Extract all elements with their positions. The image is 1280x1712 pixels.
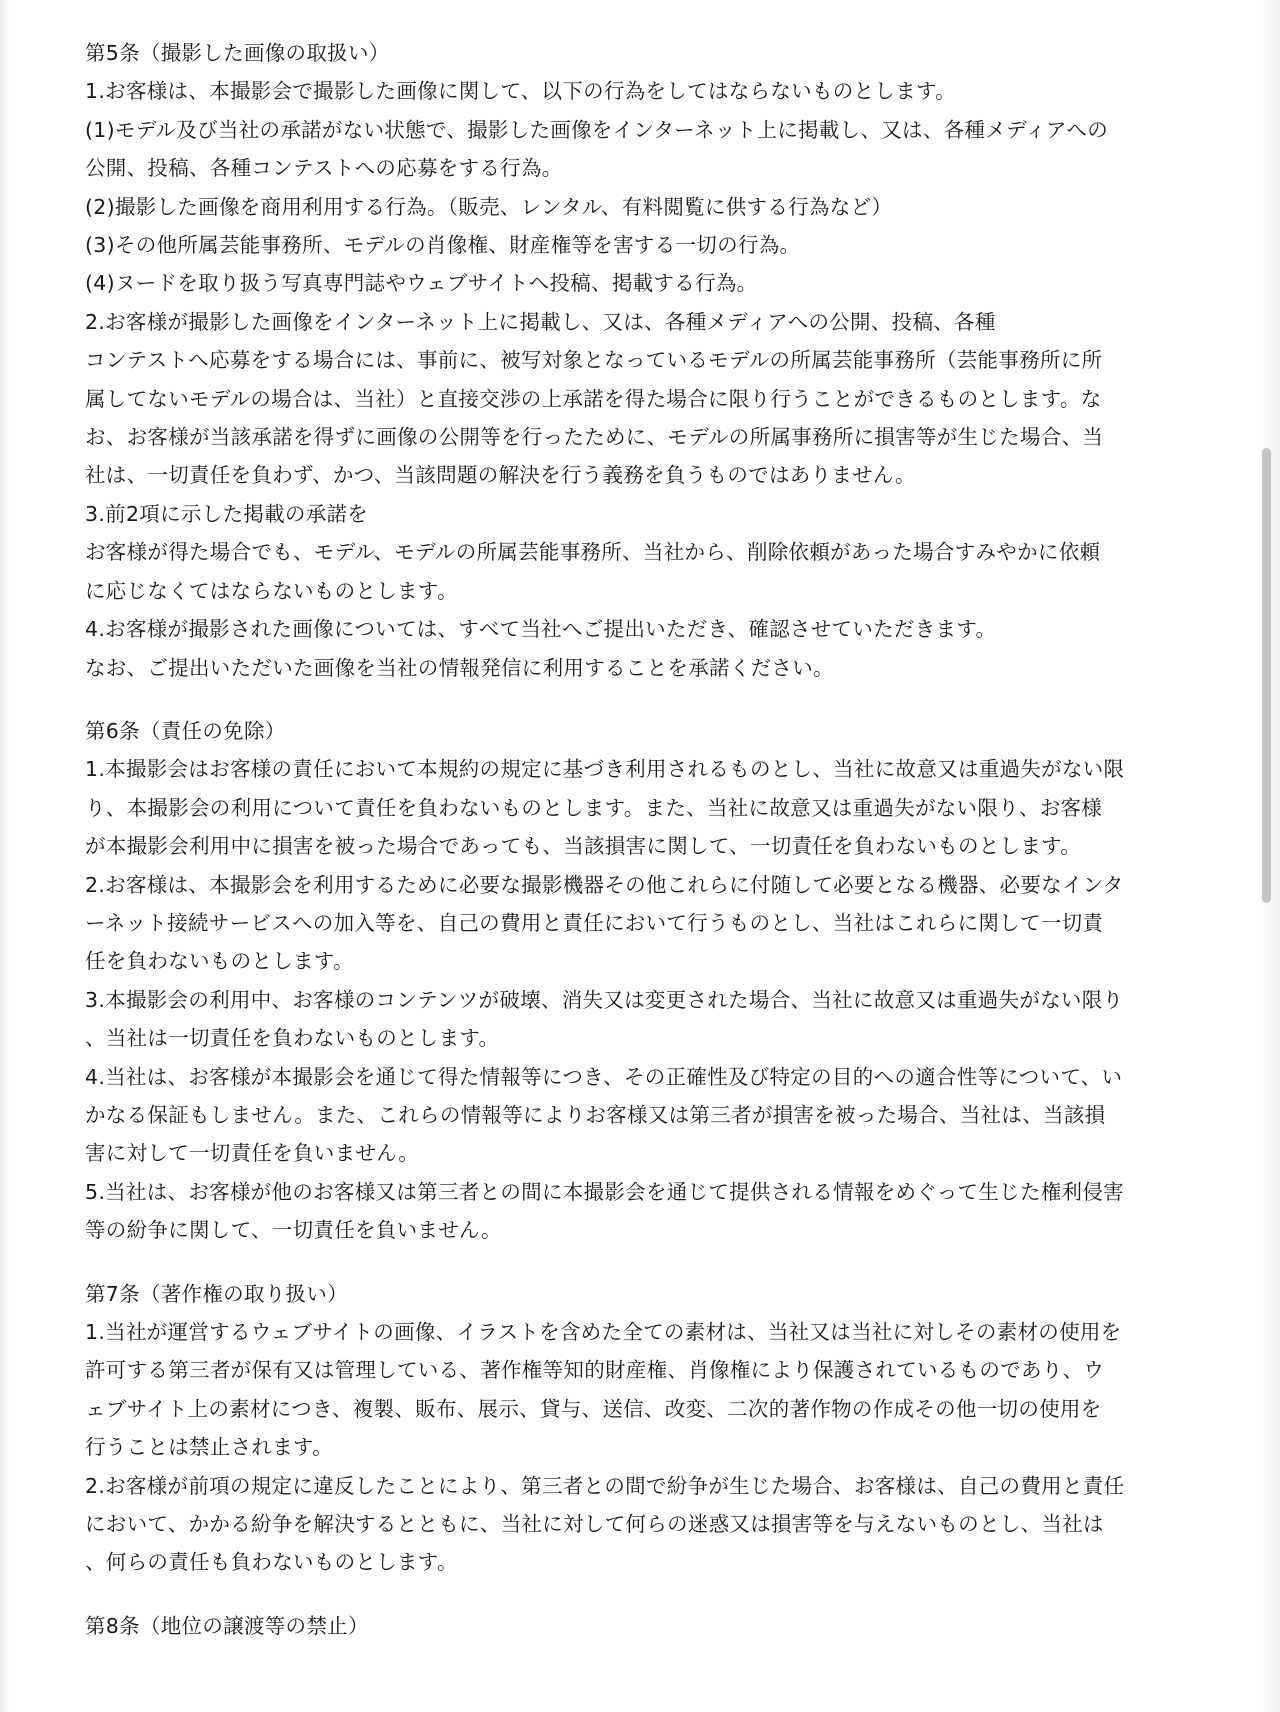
terms-document bbox=[85, 34, 1220, 1645]
article-line: 5.当社は、お客様が他のお客様又は第三者との間に本撮影会を通じて提供される情報をめぐって生じた権利侵害 bbox=[85, 1179, 1124, 1204]
article-line: 、何らの責任も負わないものとします。 bbox=[85, 1550, 458, 1575]
article-heading: 第8条（地位の譲渡等の禁止） bbox=[85, 1613, 369, 1638]
article-line: において、かかる紛争を解決するとともに、当社に対して何らの迷惑又は損害等を与えないものとし、当社は bbox=[85, 1512, 1104, 1537]
article-line: なお、ご提出いただいた画像を当社の情報発信に利用することを承諾ください。 bbox=[85, 655, 834, 680]
article-line: お、お客様が当該承諾を得ずに画像の公開等を行ったために、モデルの所属事務所に損害等が生じた場合、当 bbox=[85, 425, 1104, 450]
article-line: 1.本撮影会はお客様の責任において本規約の規定に基づき利用されるものとし、当社に故意又は重過失がない限 bbox=[85, 757, 1125, 782]
article-line: 3.本撮影会の利用中、お客様のコンテンツが破壊、消失又は変更された場合、当社に故意又は重過失がない限り bbox=[85, 987, 1124, 1012]
article-line: が本撮影会利用中に損害を被った場合であっても、当該損害に関して、一切責任を負わないものとします。 bbox=[85, 834, 1082, 859]
article-line: 2.お客様が前項の規定に違反したことにより、第三者との間で紛争が生じた場合、お客様は、自己の費用と責任 bbox=[85, 1473, 1125, 1498]
article-line: コンテストへ応募をする場合には、事前に、被写対象となっているモデルの所属芸能事務所（芸能事務所に所 bbox=[85, 348, 1103, 373]
article-line: り、本撮影会の利用について責任を負わないものとします。また、当社に故意又は重過失がない限り、お客様 bbox=[85, 795, 1103, 820]
article-line: 任を負わないものとします。 bbox=[85, 949, 354, 974]
article-line: お客様が得た場合でも、モデル、モデルの所属芸能事務所、当社から、削除依頼があった場合すみやかに依頼 bbox=[85, 540, 1101, 565]
article-line: 4.お客様が撮影された画像については、すべて当社へご提出いただき、確認させていただきます。 bbox=[85, 617, 997, 642]
article-line: (3)その他所属芸能事務所、モデルの肖像権、財産権等を害する一切の行為。 bbox=[85, 233, 801, 258]
scrollbar-thumb[interactable] bbox=[1262, 448, 1271, 903]
article-7 bbox=[85, 1275, 1220, 1582]
article-line: かなる保証もしません。また、これらの情報等によりお客様又は第三者が損害を被った場合、当社は、当該損 bbox=[85, 1102, 1106, 1127]
article-line: 、当社は一切責任を負わないものとします。 bbox=[85, 1026, 500, 1051]
article-line: 害に対して一切責任を負いません。 bbox=[85, 1141, 420, 1166]
article-heading: 第6条（責任の免除） bbox=[85, 718, 286, 743]
article-line: (1)モデル及び当社の承諾がない状態で、撮影した画像をインターネット上に掲載し、又は、各種メディアへの bbox=[85, 117, 1109, 142]
article-5 bbox=[85, 34, 1220, 687]
article-6 bbox=[85, 712, 1220, 1250]
article-line: に応じなくてはならないものとします。 bbox=[85, 578, 458, 603]
article-line: 許可する第三者が保有又は管理している、著作権等知的財産権、肖像権により保護されているものであり、ウ bbox=[85, 1358, 1105, 1383]
article-line: 公開、投稿、各種コンテストへの応募をする行為。 bbox=[85, 156, 563, 181]
article-line: 属してないモデルの場合は、当社）と直接交渉の上承諾を得た場合に限り行うことができるものとします。な bbox=[85, 386, 1102, 411]
article-line: (4)ヌードを取り扱う写真専門誌やウェブサイトへ投稿、掲載する行為。 bbox=[85, 271, 758, 296]
article-line: 行うことは禁止されます。 bbox=[85, 1435, 333, 1460]
article-line: 社は、一切責任を負わず、かつ、当該問題の解決を行う義務を負うものではありません。 bbox=[85, 463, 916, 488]
article-line: 1.当社が運営するウェブサイトの画像、イラストを含めた全ての素材は、当社又は当社に対しその素材の使用を bbox=[85, 1320, 1122, 1344]
article-line: 等の紛争に関して、一切責任を負いません。 bbox=[85, 1218, 502, 1243]
article-line: (2)撮影した画像を商用利用する行為。（販売、レンタル、有料閲覧に供する行為など） bbox=[85, 194, 893, 219]
left-edge-shadow bbox=[0, 0, 10, 1712]
article-heading: 第5条（撮影した画像の取扱い） bbox=[85, 41, 390, 65]
article-8 bbox=[85, 1607, 1220, 1645]
article-line: 3.前2項に示した掲載の承諾を bbox=[85, 501, 369, 526]
article-line: ェブサイト上の素材につき、複製、販布、展示、貸与、送信、改変、二次的著作物の作成その他一切の使用を bbox=[85, 1396, 1102, 1421]
article-heading: 第7条（著作権の取り扱い） bbox=[85, 1281, 348, 1306]
article-line: 1.お客様は、本撮影会で撮影した画像に関して、以下の行為をしてはならないものとします。 bbox=[85, 79, 956, 104]
article-line: 2.お客様は、本撮影会を利用するために必要な撮影機器その他これらに付随して必要となる機器、必要なインタ bbox=[85, 872, 1124, 897]
article-line: 4.当社は、お客様が本撮影会を通じて得た情報等につき、その正確性及び特定の目的への適合性等について、い bbox=[85, 1064, 1123, 1089]
article-line: ーネット接続サービスへの加入等を、自己の費用と責任において行うものとし、当社はこれらに関して一切責 bbox=[85, 910, 1104, 935]
article-line: 2.お客様が撮影した画像をインターネット上に掲載し、又は、各種メディアへの公開、投稿、各種 bbox=[85, 309, 996, 334]
